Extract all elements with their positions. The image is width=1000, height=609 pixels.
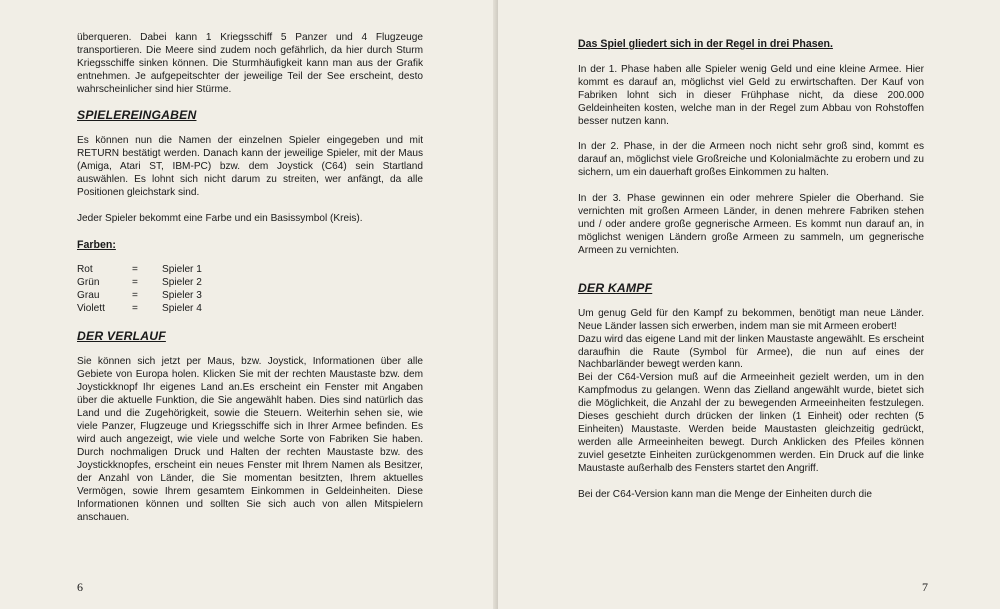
kampf-last-paragraph: Bei der C64-Version kann man die Menge der Einheiten durch die — [578, 488, 873, 500]
heading-der-kampf: DER KAMPF — [578, 280, 653, 295]
left-page — [0, 0, 496, 609]
equals-sign: = — [132, 264, 138, 276]
equals-sign: = — [132, 290, 138, 302]
equals-sign: = — [132, 277, 138, 289]
phase-1-paragraph: In der 1. Phase haben alle Spieler wenig Geld und eine kleine Armee. Hier kommt es darauf an, möglichst viel Geld zu erwirtschaften. Der Kauf von Fabriken lohnt sich in dieser Frühphase nicht, da diese 200.000 Geldeinheiten kosten, welche man in der Regel zum Abbau von Rohstoffen besser nutzen kann. — [578, 63, 924, 127]
player-label: Spieler 3 — [162, 290, 202, 302]
right-page — [498, 0, 1000, 609]
spielereingaben-paragraph-1: Es können nun die Namen der einzelnen Spieler eingegeben und mit RETURN bestätigt werden. Danach kann der jeweilige Spieler, mit der Maus (Amiga, Atari ST, IBM-PC) bzw. dem Joystick (C64) sein Startland auswählen. Es lohnt sich nicht darum zu streiten, wer anfängt, da alle Positionen gleichstark sind. — [77, 135, 423, 199]
color-row — [77, 290, 423, 303]
spielereingaben-paragraph-2: Jeder Spieler bekommt eine Farbe und ein Basissymbol (Kreis). — [77, 212, 363, 224]
right-column — [578, 38, 924, 514]
equals-sign: = — [132, 303, 138, 315]
color-name: Grün — [77, 277, 100, 289]
verlauf-paragraph: Sie können sich jetzt per Maus, bzw. Joystick, Informationen über alle Gebiete von Europa holen. Klicken Sie mit der rechten Maustaste bzw. dem Joystickknopf Ihr eigenes Land an.Es erscheint ein Fenster mit Angaben über die aktuelle Funktion, die Sie angewählt haben. Dies sind natürlich das Land und die Zugehörigkeit, sowie die Steuern. Weiterhin sehen sie, wie viele Panzer, Flugzeuge und Kriegsschiffe sich in Ihrer Armee befinden. Es wird auch angezeigt, wie viele und welche Sorte von Fabriken Sie haben. Durch nochmaligen Druck und Halten der rechten Maustaste bzw. des Joystickknopfes, erscheint ein neues Fenster mit Ihrem Namen als Besitzer, der Anzahl von Länder, die Sie momentan besitzten, Ihrem aktuelles Vermögen, sowie Ihrem gesamtem Einkommen in Geldeinheiten. Diese Informationen können und sollten Sie sich auch von allen Mitspielern anschauen. — [77, 356, 423, 523]
left-column — [77, 32, 423, 537]
player-label: Spieler 2 — [162, 277, 202, 289]
page-number-left: 6 — [77, 580, 83, 594]
kampf-block — [578, 308, 924, 476]
heading-der-verlauf: DER VERLAUF — [77, 329, 166, 344]
heading-farben: Farben: — [77, 238, 116, 251]
color-row — [77, 277, 423, 290]
phase-3-paragraph: In der 3. Phase gewinnen ein oder mehrere Spieler die Oberhand. Sie vernichten mit großen Armeen Länder, in denen mehrere Fabriken stehen und / oder andere große gegnerische Armeen. Es kommt nun darauf an, in möglichst wenigen Ländern große Armeen zu sammeln, um gegnerische Armeen zu vernichten. — [578, 192, 924, 256]
color-row — [77, 303, 423, 316]
color-name: Rot — [77, 264, 93, 276]
kampf-line-2: Dazu wird das eigene Land mit der linken Maustaste angewählt. Es erscheint daraufhin die Raute (Symbol für Armee), die nun auf eines der Nachbarländer bewegt werden kann. — [578, 333, 924, 371]
heading-phasen: Das Spiel gliedert sich in der Regel in drei Phasen. — [578, 38, 833, 50]
kampf-line-3: Bei der C64-Version muß auf die Armeeinheit gezielt werden, um in den Kampfmodus zu gelangen. Wenn das Zielland angewählt wurde, bietet sich die Möglichkeit, die Anzahl der zu bewegenden Armeeinheiten festzulegen. Dieses geschieht durch drücken der linken (1 Einheit) oder rechten (5 Einheiten) Maustaste. Werden beide Maustasten gleichzeitig gedrückt, werden alle Armeeinheiten bewegt. Durch Anklicken des Pfeiles können zuviel gesetzte Einheiten zurückgenommen werden. Ein Druck auf die linke Maustaste außerhalb des Fensters startet den Angriff. — [578, 372, 924, 475]
page-number-right: 7 — [922, 580, 928, 594]
player-label: Spieler 1 — [162, 264, 202, 276]
color-name: Violett — [77, 303, 105, 315]
color-table — [77, 264, 423, 316]
heading-spielereingaben: SPIELEREINGABEN — [77, 108, 197, 123]
color-name: Grau — [77, 290, 100, 302]
player-label: Spieler 4 — [162, 303, 202, 315]
intro-paragraph: überqueren. Dabei kann 1 Kriegsschiff 5 Panzer und 4 Flugzeuge transportieren. Die Meere sind zudem noch gefährlich, da hier durch Sturm Kriegsschiffe sinken können. Die Sturmhäufigkeit kann man aus der Grafik entnehmen. Je aufgepeitschter der jeweilige Teil der See erscheint, desto wahrscheinlicher sind hier Stürme. — [77, 32, 423, 95]
color-row — [77, 264, 423, 277]
kampf-line-1: Um genug Geld für den Kampf zu bekommen, benötigt man neue Länder. Neue Länder lassen sich erwerben, indem man sie mit Armeen erobert! — [578, 307, 924, 332]
phase-2-paragraph: In der 2. Phase, in der die Armeen noch nicht sehr groß sind, kommt es darauf an, möglichst viele Großreiche und Kolonialmächte zu erobern und zu sichern, um ein dauerhaft großes Einkommen zu halten. — [578, 141, 924, 179]
